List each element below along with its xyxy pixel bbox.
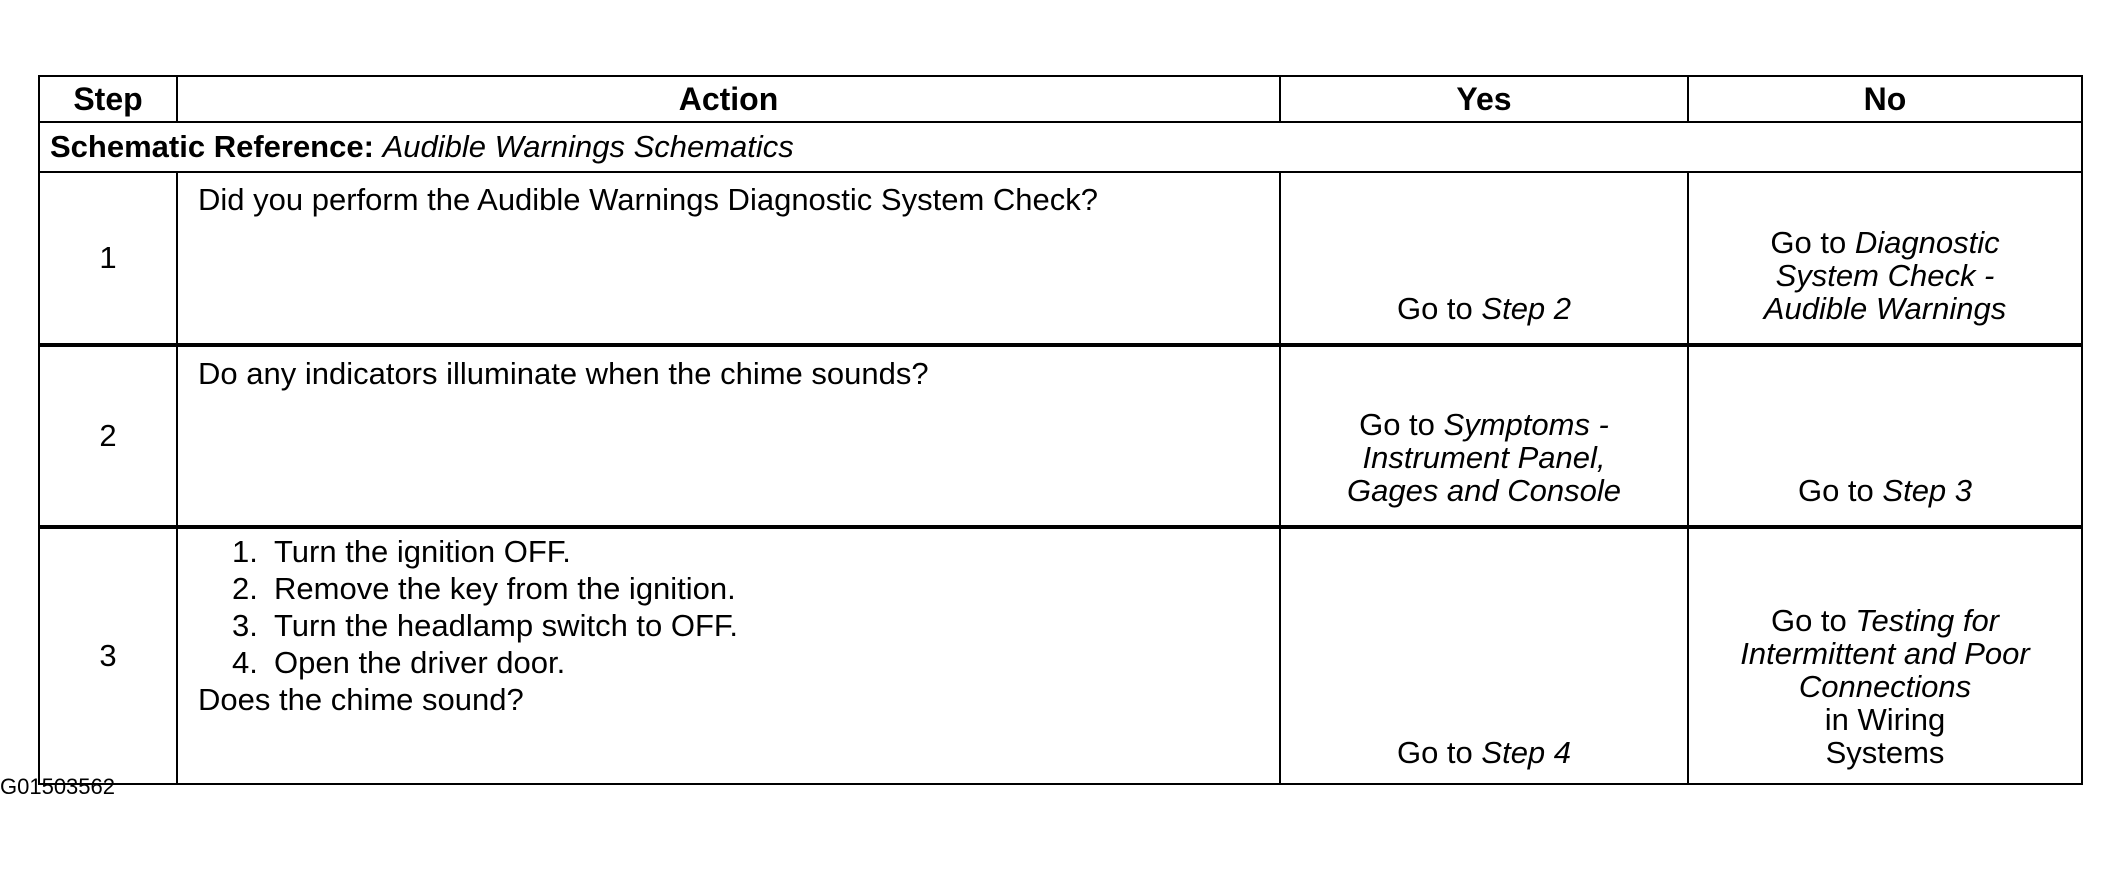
no-cell	[1688, 172, 2082, 345]
yes-cell	[1280, 527, 1688, 784]
procedure-link[interactable]: Diagnostic	[1854, 225, 2000, 260]
action-text: Do any indicators illuminate when the chime sounds?	[177, 345, 1280, 527]
yes-instruction: Go to Symptoms - Instrument Panel, Gages and Console	[1346, 407, 1622, 508]
yes-cell	[1280, 345, 1688, 527]
procedure-link-line[interactable]: Instrument Panel,	[1362, 440, 1606, 475]
procedure-link-line[interactable]: Connections	[1798, 669, 1972, 704]
no-instruction-suffix: in Wiring	[1824, 702, 1946, 737]
step-link[interactable]: Step 4	[1481, 735, 1572, 770]
header-step: Step	[39, 76, 177, 122]
step-link[interactable]: Step 2	[1481, 291, 1572, 326]
header-yes: Yes	[1280, 76, 1688, 122]
step-number: 1	[39, 172, 177, 345]
list-item: 2. Remove the key from the ignition.	[232, 571, 736, 606]
header-no: No	[1688, 76, 2082, 122]
schematic-reference	[39, 122, 2082, 172]
no-instruction: Go to Diagnostic System Check - Audible Warnings	[1763, 225, 2007, 326]
procedure-link-line[interactable]: Audible Warnings	[1763, 291, 2007, 326]
table-row	[39, 172, 2082, 345]
yes-instruction: Go to Step 2	[1396, 291, 1572, 326]
list-item: 1. Turn the ignition OFF.	[232, 534, 571, 569]
schematic-reference-row	[39, 122, 2082, 172]
no-instruction: Go to Testing for Intermittent and Poor Connections in Wiring Systems	[1740, 603, 2030, 770]
figure-id: G01503562	[0, 774, 115, 799]
list-item: 4. Open the driver door.	[232, 645, 566, 680]
header-action: Action	[177, 76, 1280, 122]
table-row	[39, 527, 2082, 784]
no-instruction-suffix: Systems	[1825, 735, 1945, 770]
table-row	[39, 345, 2082, 527]
diagnostic-table	[38, 75, 2083, 785]
no-cell	[1688, 345, 2082, 527]
list-item: 3. Turn the headlamp switch to OFF.	[232, 608, 739, 643]
step-number: 3	[39, 527, 177, 784]
procedure-link-line[interactable]: Gages and Console	[1346, 473, 1622, 508]
step-number: 2	[39, 345, 177, 527]
yes-cell	[1280, 172, 1688, 345]
procedure-link[interactable]: Testing for	[1855, 603, 2000, 638]
yes-instruction: Go to Step 4	[1396, 735, 1572, 770]
action-procedure	[177, 527, 1280, 784]
header-row	[39, 76, 2082, 122]
schematic-reference-link[interactable]: Audible Warnings Schematics	[382, 129, 794, 164]
schematic-reference-label: Schematic Reference:	[50, 129, 374, 164]
procedure-link[interactable]: Symptoms -	[1443, 407, 1609, 442]
no-instruction: Go to Step 3	[1797, 473, 1973, 508]
action-text: Did you perform the Audible Warnings Diagnostic System Check?	[177, 172, 1280, 345]
action-question: Does the chime sound?	[198, 682, 524, 717]
procedure-link-line[interactable]: Intermittent and Poor	[1740, 636, 2030, 671]
step-link[interactable]: Step 3	[1882, 473, 1973, 508]
procedure-link-line[interactable]: System Check -	[1775, 258, 1995, 293]
no-cell	[1688, 527, 2082, 784]
substep-list	[198, 533, 1269, 681]
